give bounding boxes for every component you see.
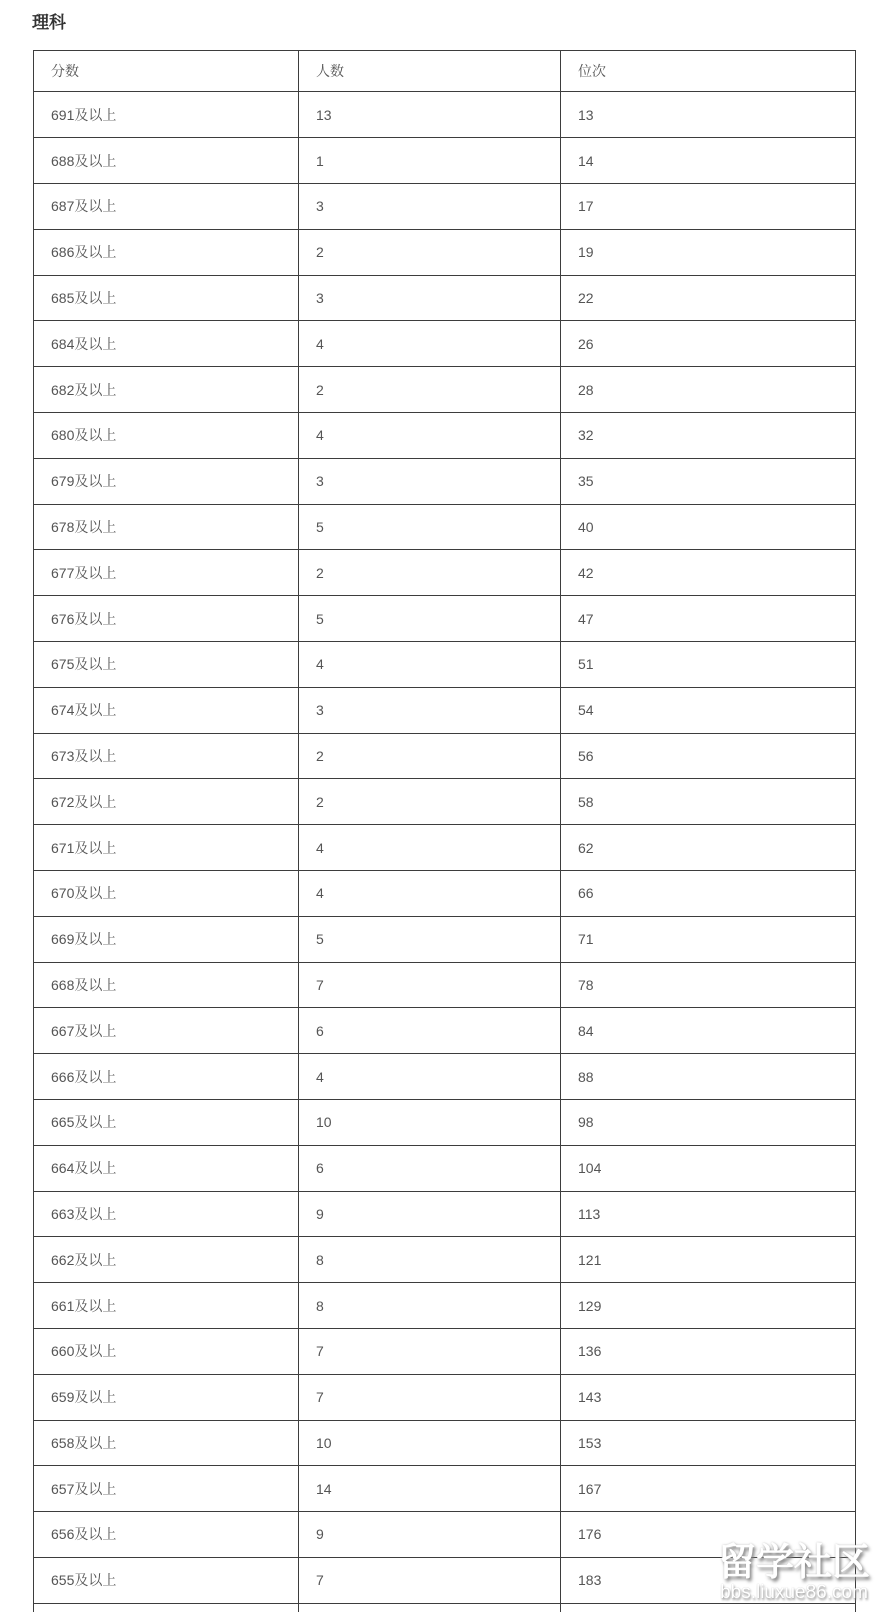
table-row — [34, 412, 856, 458]
cell-count: 6 — [299, 1145, 561, 1191]
table-row — [34, 687, 856, 733]
table-row — [34, 825, 856, 871]
cell-score: 680及以上 — [34, 412, 299, 458]
cell-rank: 71 — [561, 916, 856, 962]
cell-count: 2 — [299, 367, 561, 413]
cell-score: 669及以上 — [34, 916, 299, 962]
cell-rank: 42 — [561, 550, 856, 596]
cell-count: 4 — [299, 412, 561, 458]
cell-score — [34, 1603, 299, 1612]
cell-rank: 98 — [561, 1099, 856, 1145]
cell-rank: 40 — [561, 504, 856, 550]
cell-rank: 56 — [561, 733, 856, 779]
table-row — [34, 779, 856, 825]
cell-rank: 51 — [561, 641, 856, 687]
table-row — [34, 962, 856, 1008]
cell-rank: 17 — [561, 183, 856, 229]
table-row — [34, 641, 856, 687]
table-row — [34, 1466, 856, 1512]
cell-score: 667及以上 — [34, 1008, 299, 1054]
cell-count: 5 — [299, 916, 561, 962]
table-row — [34, 138, 856, 184]
cell-score: 691及以上 — [34, 92, 299, 138]
table-row — [34, 1512, 856, 1558]
cell-score: 675及以上 — [34, 641, 299, 687]
cell-score: 676及以上 — [34, 596, 299, 642]
cell-score: 657及以上 — [34, 1466, 299, 1512]
cell-count: 2 — [299, 733, 561, 779]
column-header-count: 人数 — [299, 51, 561, 92]
cell-rank: 19 — [561, 229, 856, 275]
cell-rank: 136 — [561, 1328, 856, 1374]
cell-score: 663及以上 — [34, 1191, 299, 1237]
cell-rank: 62 — [561, 825, 856, 871]
cell-count: 10 — [299, 1420, 561, 1466]
cell-count: 8 — [299, 1283, 561, 1329]
cell-count: 3 — [299, 687, 561, 733]
cell-count: 7 — [299, 1374, 561, 1420]
cell-count: 4 — [299, 641, 561, 687]
cell-count — [299, 1603, 561, 1612]
table-header — [34, 51, 856, 92]
cell-count: 4 — [299, 321, 561, 367]
cell-score: 666及以上 — [34, 1054, 299, 1100]
cell-score: 678及以上 — [34, 504, 299, 550]
cell-count: 5 — [299, 596, 561, 642]
cell-score: 671及以上 — [34, 825, 299, 871]
cell-score: 668及以上 — [34, 962, 299, 1008]
cell-rank: 113 — [561, 1191, 856, 1237]
cell-count: 4 — [299, 870, 561, 916]
table-row — [34, 275, 856, 321]
score-table-body — [34, 92, 856, 1612]
cell-count: 9 — [299, 1512, 561, 1558]
cell-score: 679及以上 — [34, 458, 299, 504]
cell-count: 2 — [299, 779, 561, 825]
cell-count: 3 — [299, 275, 561, 321]
cell-count: 4 — [299, 1054, 561, 1100]
cell-count: 2 — [299, 550, 561, 596]
cell-count: 7 — [299, 1557, 561, 1603]
watermark-logo-text: 留学社区 — [717, 1542, 870, 1584]
table-row — [34, 1557, 856, 1603]
table-row — [34, 916, 856, 962]
table-row — [34, 458, 856, 504]
cell-score: 682及以上 — [34, 367, 299, 413]
table-row — [34, 367, 856, 413]
cell-rank: 47 — [561, 596, 856, 642]
cell-rank: 28 — [561, 367, 856, 413]
table-row — [34, 1054, 856, 1100]
cell-score: 672及以上 — [34, 779, 299, 825]
table-row — [34, 1145, 856, 1191]
cell-rank: 143 — [561, 1374, 856, 1420]
cell-rank: 35 — [561, 458, 856, 504]
cell-rank: 129 — [561, 1283, 856, 1329]
cell-rank: 153 — [561, 1420, 856, 1466]
table-row — [34, 1328, 856, 1374]
cell-score: 673及以上 — [34, 733, 299, 779]
table-row — [34, 596, 856, 642]
table-row — [34, 183, 856, 229]
cell-count: 9 — [299, 1191, 561, 1237]
cell-score: 659及以上 — [34, 1374, 299, 1420]
cell-score: 670及以上 — [34, 870, 299, 916]
cell-rank: 167 — [561, 1466, 856, 1512]
cell-rank: 84 — [561, 1008, 856, 1054]
column-header-score: 分数 — [34, 51, 299, 92]
cell-score: 661及以上 — [34, 1283, 299, 1329]
cell-score: 686及以上 — [34, 229, 299, 275]
cell-rank: 13 — [561, 92, 856, 138]
cell-count: 14 — [299, 1466, 561, 1512]
cell-rank: 104 — [561, 1145, 856, 1191]
cell-score: 656及以上 — [34, 1512, 299, 1558]
table-row — [34, 1008, 856, 1054]
cell-count: 8 — [299, 1237, 561, 1283]
cell-count: 2 — [299, 229, 561, 275]
cell-score: 664及以上 — [34, 1145, 299, 1191]
cell-score: 685及以上 — [34, 275, 299, 321]
table-row — [34, 870, 856, 916]
cell-count: 4 — [299, 825, 561, 871]
cell-score: 687及以上 — [34, 183, 299, 229]
watermark-url: bbs.liuxue86.com — [720, 1582, 868, 1603]
cell-score: 684及以上 — [34, 321, 299, 367]
table-row — [34, 1374, 856, 1420]
cell-score: 660及以上 — [34, 1328, 299, 1374]
cell-rank — [561, 1603, 856, 1612]
table-row — [34, 733, 856, 779]
cell-score: 674及以上 — [34, 687, 299, 733]
cell-rank: 88 — [561, 1054, 856, 1100]
cell-rank: 58 — [561, 779, 856, 825]
column-header-rank: 位次 — [561, 51, 856, 92]
table-row — [34, 92, 856, 138]
cell-rank: 14 — [561, 138, 856, 184]
cell-score: 688及以上 — [34, 138, 299, 184]
cell-score: 655及以上 — [34, 1557, 299, 1603]
cell-rank: 32 — [561, 412, 856, 458]
table-row-partial — [34, 1603, 856, 1612]
cell-rank: 22 — [561, 275, 856, 321]
cell-count: 7 — [299, 962, 561, 1008]
cell-score: 665及以上 — [34, 1099, 299, 1145]
cell-count: 1 — [299, 138, 561, 184]
cell-count: 5 — [299, 504, 561, 550]
table-row — [34, 1237, 856, 1283]
table-row — [34, 321, 856, 367]
table-header-row — [34, 51, 856, 92]
cell-score: 658及以上 — [34, 1420, 299, 1466]
table-row — [34, 229, 856, 275]
table-row — [34, 1420, 856, 1466]
score-rank-table — [33, 50, 856, 1612]
cell-rank: 121 — [561, 1237, 856, 1283]
cell-rank: 176 — [561, 1512, 856, 1558]
cell-count: 3 — [299, 183, 561, 229]
cell-count: 13 — [299, 92, 561, 138]
cell-count: 6 — [299, 1008, 561, 1054]
table-row — [34, 1283, 856, 1329]
table-row — [34, 1099, 856, 1145]
cell-rank: 26 — [561, 321, 856, 367]
cell-rank: 66 — [561, 870, 856, 916]
cell-count: 10 — [299, 1099, 561, 1145]
cell-rank: 183 — [561, 1557, 856, 1603]
cell-score: 662及以上 — [34, 1237, 299, 1283]
cell-count: 3 — [299, 458, 561, 504]
table-row — [34, 1191, 856, 1237]
cell-score: 677及以上 — [34, 550, 299, 596]
page-title: 理科 — [32, 13, 66, 32]
table-row — [34, 504, 856, 550]
cell-rank: 54 — [561, 687, 856, 733]
cell-count: 7 — [299, 1328, 561, 1374]
cell-rank: 78 — [561, 962, 856, 1008]
table-row — [34, 550, 856, 596]
